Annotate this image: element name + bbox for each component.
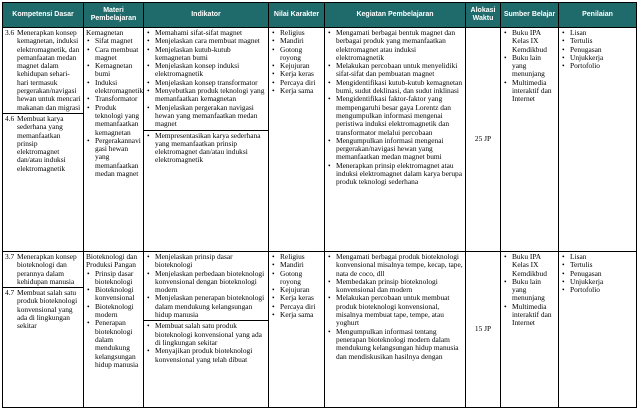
- header-kompetensi-dasar: Kompetensi Dasar: [3, 3, 84, 28]
- list-item: • Unjukkerja: [570, 278, 634, 286]
- list-item: • Religius: [280, 253, 322, 261]
- indikator-cell: [144, 252, 269, 408]
- sumber-list: [503, 29, 556, 104]
- header-alokasi: Alokasi Waktu: [466, 3, 501, 28]
- list-item: • Menyajikan produk bioteknologi konvensional yang telah dibuat: [155, 347, 266, 364]
- list-item: • Mempresentasikan karya sederhana yang memanfaatkan prinsip elektromagnet dan/atau induksi elektromagnetik: [155, 132, 266, 165]
- alokasi-cell: 25 JP: [466, 28, 501, 252]
- penilaian-cell: [559, 28, 637, 252]
- indikator-list: [146, 253, 266, 319]
- list-item: • Memahami sifat-sifat magnet: [155, 29, 266, 37]
- list-item: • Buku lain yang menunjang: [512, 278, 556, 303]
- list-item: • Pergerakannavi gasi hewan yang memanfaatkan medan magnet: [95, 137, 141, 178]
- materi-list: [86, 270, 141, 370]
- list-item: • Mengamati berbagai bentuk magnet dan berbagai produk yang memanfaatkan elektromagnet atau induksi elektromagnetik: [336, 29, 463, 62]
- header-kegiatan: Kegiatan Pembelajaran: [325, 3, 466, 28]
- list-item: • Kerja sama: [280, 87, 322, 95]
- syllabus-table: [2, 2, 637, 408]
- kd-item: [5, 253, 81, 286]
- list-item: • Bioteknologi modern: [95, 303, 141, 320]
- list-item: • Gotong royong: [280, 270, 322, 287]
- list-item: • Membedakan prinsip bioteknologi konvensional dan modern: [336, 278, 463, 295]
- materi-cell: [84, 252, 144, 408]
- list-item: • Penugasan: [570, 270, 634, 278]
- penilaian-cell: [559, 252, 637, 408]
- list-item: • Tertulis: [570, 261, 634, 269]
- kompetensi-dasar-cell: [3, 252, 84, 408]
- kd-item: [5, 115, 81, 173]
- list-item: • Prinsip dasar bioteknologi: [95, 270, 141, 287]
- sumber-list: [503, 253, 556, 328]
- list-item: • Menjelaskan penerapan bioteknologi dalam mendukung kelangsungan hidup manusia: [155, 294, 266, 319]
- list-item: • Mandiri: [280, 37, 322, 45]
- kd-number: 3.7: [5, 252, 15, 261]
- list-item: • Kejujuran: [280, 286, 322, 294]
- list-item: • Melakukan percobaan untuk menyelidiki sifat-sifat dan pembuatan magnet: [336, 62, 463, 79]
- list-item: • Kejujuran: [280, 62, 322, 70]
- list-item: • Religius: [280, 29, 322, 37]
- header-row: [3, 3, 637, 28]
- list-item: • Mengidentifikasi faktor-faktor yang mempengaruhi besar gaya Lorentz dan mengumpulkan informasi mengenai peristiwa induksi elektromagnetik dan transformator melalui percobaan: [336, 95, 463, 136]
- list-item: • Unjukkerja: [570, 54, 634, 62]
- list-item: • Buku IPA Kelas IX Kemdikbud: [512, 253, 556, 278]
- kd-text: Menerapkan konsep bioteknologi dan perannya dalam kehidupan manusia: [17, 252, 77, 286]
- kd-number: 4.7: [5, 288, 15, 298]
- indikator-list: [146, 29, 266, 129]
- penilaian-list: [561, 29, 634, 70]
- materi-title: Kemagnetan: [86, 28, 124, 37]
- list-item: • Menyebutkan produk teknologi yang memanfaatkan kemagnetan: [155, 87, 266, 104]
- list-item: • Menjelaskan pergerakan navigasi hewan yang memanfaatkan medan magnet: [155, 104, 266, 129]
- list-item: • Menjelaskan kutub-kutub kemagnetan bumi: [155, 46, 266, 63]
- list-item: • Penerapan bioteknologi dalam mendukung kelangsungan hidup manusia: [95, 319, 141, 369]
- header-indikator: Indikator: [144, 3, 269, 28]
- list-item: • Multimedia interaktif dan Internet: [512, 303, 556, 328]
- kd-text: Membuat salah satu produk bioteknologi konvensional yang ada di lingkungan sekitar: [17, 288, 78, 331]
- kegiatan-cell: [325, 28, 466, 252]
- materi-list: [86, 36, 144, 179]
- list-item: • Tertulis: [570, 37, 634, 45]
- list-item: • Produk teknologi yang memanfaatkan kemagnetan: [95, 104, 141, 137]
- kd-number: 4.6: [5, 113, 15, 123]
- list-item: • Penugasan: [570, 46, 634, 54]
- table-row: [3, 28, 637, 252]
- table-row: [3, 252, 637, 408]
- list-item: • Percaya diri: [280, 303, 322, 311]
- list-item: • Portofolio: [570, 286, 634, 294]
- list-item: • Kerja sama: [280, 311, 322, 319]
- indikator-cell: [144, 28, 269, 252]
- nilai-karakter-cell: [269, 252, 325, 408]
- list-item: • Menjelaskan cara membuat magnet: [155, 37, 266, 45]
- header-materi: Materi Pembelajaran: [84, 3, 144, 28]
- kd-text: Membuat karya sederhana yang memanfaatkan prinsip elektromagnet dan/atau induksi elektromagnetik: [17, 113, 66, 173]
- list-item: • Mengumpulkan informasi tentang penerapan bioteknologi modern dalam mendukung kelangsungan hidup manusia dan mendiskusikan hasilnya dengan: [336, 328, 463, 361]
- list-item: • Mengamati berbagai produk bioteknologi konvensional misalnya tempe, kecap, tape, nata de coco, dll: [336, 253, 463, 278]
- list-item: • Menjelaskan konsep induksi elektromagnetik: [155, 62, 266, 79]
- list-item: • Percaya diri: [280, 79, 322, 87]
- kd-number: 3.6: [5, 28, 15, 37]
- list-item: • Membuat salah satu produk bioteknologi konvensional yang ada di lingkungan sekitar: [155, 322, 266, 347]
- kd-item: [5, 29, 81, 112]
- nilai-karakter-cell: [269, 28, 325, 252]
- list-item: • Transformator: [95, 95, 141, 103]
- list-item: • Kerja keras: [280, 294, 322, 302]
- list-item: • Buku lain yang menunjang: [512, 54, 556, 79]
- list-item: • Menjelaskan perbedaan bioteknologi konvensional dengan bioteknologi modern: [155, 270, 266, 295]
- kegiatan-list: [327, 29, 463, 187]
- list-item: • Melakukan percobaan untuk membuat produk bioteknologi konvensional, misalnya membuat tape, tempe, atau yoghurt: [336, 294, 463, 327]
- list-item: • Cara membuat magnet: [95, 46, 141, 63]
- nilai-list: [271, 253, 322, 319]
- list-item: • Portofolio: [570, 62, 634, 70]
- list-item: • Mengidentifikasi kutub-kutub kemagnetan bumi, sudut deklinasi, dan sudut inklinasi: [336, 79, 463, 96]
- list-item: • Buku IPA Kelas IX Kemdikbud: [512, 29, 556, 54]
- materi-title: Bioteknologi dan Produksi Pangan: [86, 252, 138, 270]
- kd-text: Menerapkan konsep kemagnetan, induksi elektromagnetik, dan pemanfaatan medan magnet dalam kehidupan sehari-hari termasuk pergerakan/navigasi hewan untuk mencari makanan dan migrasi: [17, 28, 81, 112]
- indikator-list: [146, 132, 266, 165]
- list-item: • Gotong royong: [280, 46, 322, 63]
- header-sumber: Sumber Belajar: [501, 3, 559, 28]
- list-item: • Kemagnetan bumi: [95, 62, 141, 79]
- kegiatan-list: [327, 253, 463, 361]
- list-item: • Bioteknologi konvensional: [95, 286, 141, 303]
- list-item: • Mengumpulkan informasi mengenai pergerakan/navigasi hewan yang memanfaatkan medan magnet bumi: [336, 137, 463, 162]
- kegiatan-cell: [325, 252, 466, 408]
- list-item: • Lisan: [570, 29, 634, 37]
- list-item: • Menjelaskan konsep transformator: [155, 79, 266, 87]
- kompetensi-dasar-cell: [3, 28, 84, 252]
- list-item: • Induksi elektromagnetik: [95, 79, 141, 96]
- list-item: • Menerapkan prinsip elektromagnet atau induksi elektromagnet dalam karya berupa produk teknologi sederhana: [336, 162, 463, 187]
- penilaian-list: [561, 253, 634, 294]
- indikator-list: [146, 322, 266, 363]
- list-item: • Mandiri: [280, 261, 322, 269]
- header-nilai-karakter: Nilai Karakter: [269, 3, 325, 28]
- header-penilaian: Penilaian: [559, 3, 637, 28]
- sumber-cell: [501, 252, 559, 408]
- list-item: • Sifat magnet: [95, 37, 141, 45]
- list-item: • Kerja keras: [280, 70, 322, 78]
- nilai-list: [271, 29, 322, 95]
- kd-item: [5, 289, 81, 330]
- alokasi-cell: 15 JP: [466, 252, 501, 408]
- materi-cell: [84, 28, 144, 252]
- list-item: • Menjelaskan prinsip dasar bioteknologi: [155, 253, 266, 270]
- list-item: • Multimedia interaktif dan Internet: [512, 79, 556, 104]
- list-item: • Lisan: [570, 253, 634, 261]
- sumber-cell: [501, 28, 559, 252]
